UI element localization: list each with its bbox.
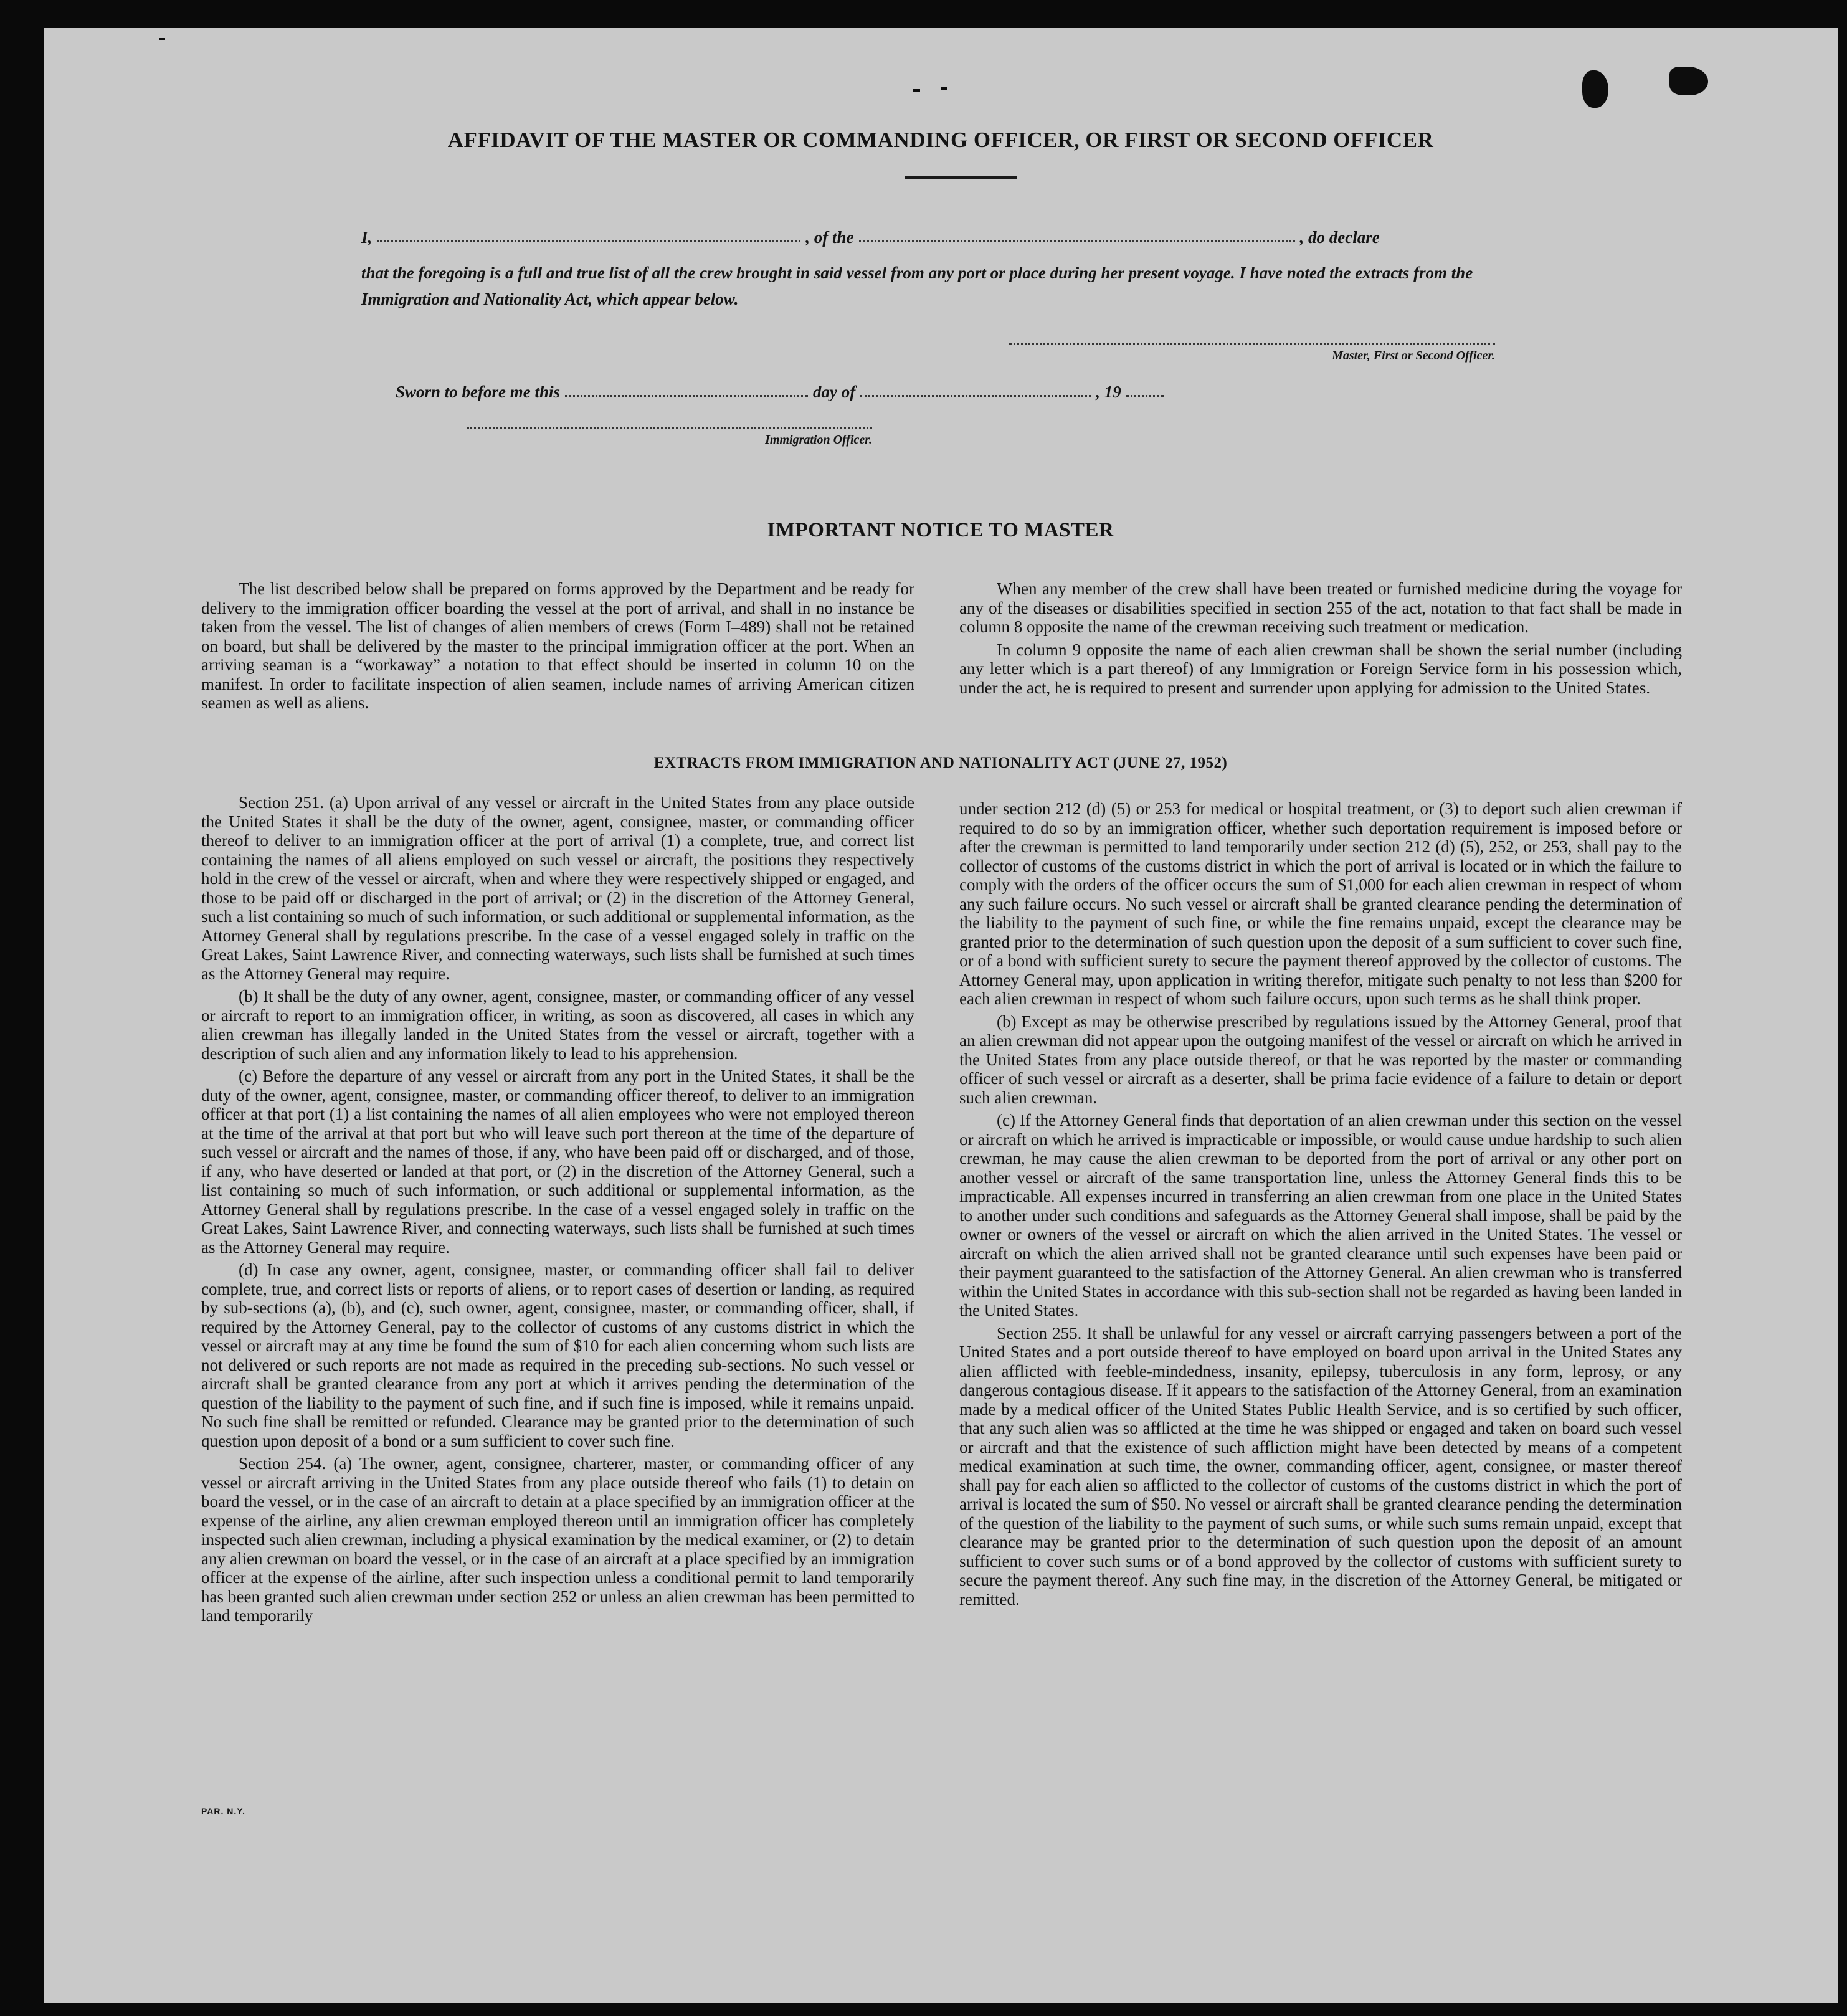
punch-mark-right	[1669, 67, 1708, 95]
declarant-name-field[interactable]	[377, 240, 800, 242]
sworn-month-field[interactable]	[860, 394, 1091, 397]
immigration-officer-signature-field[interactable]	[467, 427, 872, 429]
sworn-prefix: Sworn to before me this	[396, 383, 561, 401]
section-254-a: Section 254. (a) The owner, agent, consignee, charterer, master, or commanding officer of any vessel or aircraft arriving in the United States from any place outside thereof who fails (1) to detain on board the vessel, or in the case of an aircraft to detain at a place specified by an immigration officer at the expense of the airline, any alien crewman employed thereon until an immigration officer has completely inspected such alien crewman, including a physical examination by the medical examiner, or (2) to detain any alien crewman on board the vessel, or in the case of an aircraft at a place specified by an immigration officer at the expense of the airline, after such inspection unless a conditional permit to land temporarily has been granted such alien crewman under section 252 or unless an alien crewman has been permitted to land temporarily	[201, 1454, 914, 1625]
notice-left-column	[201, 579, 914, 716]
scan-speck	[913, 89, 920, 92]
scan-speck	[159, 38, 165, 40]
sworn-line	[396, 371, 1280, 402]
extracts-left-column	[201, 793, 914, 1629]
sworn-day-field[interactable]	[565, 394, 808, 397]
section-251-b: (b) It shall be the duty of any owner, agent, consignee, master, or commanding officer of any vessel or aircraft to report to an immigration officer, in writing, as soon as discovered, all cases in which any alien crewman has illegally landed in the United States from the vessel or aircraft, together with a description of such alien and any information likely to lead to his apprehension.	[201, 987, 914, 1063]
notice-paragraph: In column 9 opposite the name of each alien crewman shall be shown the serial number (including any letter which is a part thereof) of any Immigration or Foreign Service form in his possession which, under the act, he is required to present and surrender upon applying for admission to the United States.	[959, 640, 1682, 697]
notice-right-column	[959, 579, 1682, 701]
extracts-right-column	[959, 799, 1682, 1612]
declare-suffix: , do declare	[1299, 228, 1380, 247]
affidavit-title: AFFIDAVIT OF THE MASTER OR COMMANDING OFFICER, OR FIRST OR SECOND OFFICER	[447, 128, 1434, 152]
sworn-day-label: day of	[813, 383, 856, 401]
immigration-officer-label: Immigration Officer.	[765, 433, 872, 447]
section-254-b: (b) Except as may be otherwise prescribed by regulations issued by the Attorney General, proof that an alien crewman did not appear upon the outgoing manifest of the vessel or aircraft on which he arrived in the United States from any place outside thereof, or that he was reported by the master or commanding officer of such vessel or aircraft as a deserter, shall be prima facie evidence of a failure to detain or deport such alien crewman.	[959, 1012, 1682, 1107]
notice-title: IMPORTANT NOTICE TO MASTER	[767, 519, 1114, 541]
vessel-name-field[interactable]	[859, 240, 1295, 242]
extracts-heading: EXTRACTS FROM IMMIGRATION AND NATIONALITY ACT (JUNE 27, 1952)	[653, 754, 1228, 771]
notice-paragraph: The list described below shall be prepared on forms approved by the Department and be ready for delivery to the immigration officer boarding the vessel at the port of arrival, and shall in no instance be taken from the vessel. The list of changes of alien members of crews (Form I–489) shall not be retained on board, but shall be delivered by the master to the principal immigration officer at the port. When an arriving seaman is a “workaway” a notation to that effect should be inserted in column 10 on the manifest. In order to facilitate inspection of alien seamen, include names of arriving American citizen seamen as well as aliens.	[201, 579, 914, 712]
punch-mark-left	[1582, 70, 1608, 108]
print-code: PAR. N.Y.	[201, 1806, 245, 1816]
sworn-year-field[interactable]	[1126, 394, 1164, 397]
title-rule	[905, 176, 1017, 179]
section-251-a: Section 251. (a) Upon arrival of any vessel or aircraft in the United States from any place outside the United States it shall be the duty of the owner, agent, consignee, master, or commanding officer thereof to deliver to an immigration officer at the port of arrival (1) a complete, true, and correct list containing the names of all aliens employed on such vessel or aircraft, the positions they respectively hold in the crew of the vessel or aircraft, when and where they were respectively shipped or engaged, and those to be paid off or discharged in the port of arrival; or (2) in the discretion of the Attorney General, such a list containing so much of such information, or such additional or supplemental information, as the Attorney General shall by regulations prescribe. In the case of a vessel engaged solely in traffic on the Great Lakes, Saint Lawrence River, and connecting waterways, such lists shall be furnished at such times as the Attorney General may require.	[201, 793, 914, 983]
section-254-a-continued: under section 212 (d) (5) or 253 for medical or hospital treatment, or (3) to deport such alien crewman if required to do so by an immigration officer, whether such deportation requirement is imposed before or after the crewman is permitted to land temporarily under section 212 (d) (5), 252, or 253, shall pay to the collector of customs of the customs district in which the port of arrival is located or in which the failure to comply with the orders of the officer occurs the sum of $1,000 for each alien crewman in respect of whom any such failure occurs. No such vessel or aircraft shall be granted clearance pending the determination of the liability to the payment of such fine, or while the fine remains unpaid, except the clearance may be granted prior to the determination of such question upon the deposit of a sum sufficient to cover such fine, or of a bond with sufficient surety to secure the payment thereof approved by the collector of customs. The Attorney General may, upon application in writing therefor, mitigate such penalty to not less than $200 for each alien crewman in respect of whom such failure occurs, upon such terms as he shall think proper.	[959, 799, 1682, 1008]
master-signature-label: Master, First or Second Officer.	[1332, 349, 1495, 363]
sworn-year-label: , 19	[1096, 383, 1121, 401]
master-signature-field[interactable]	[1009, 343, 1495, 345]
declarant-prefix: I,	[361, 228, 373, 247]
vessel-label: , of the	[805, 228, 854, 247]
declaration-text: that the foregoing is a full and true list of all the crew brought in said vessel from any port or place during her present voyage. I have noted the extracts from the Immigration and Nationality Act, which appear below.	[361, 264, 1473, 308]
section-251-d: (d) In case any owner, agent, consignee, master, or commanding officer shall fail to deliver complete, true, and correct lists or reports of aliens, or to report cases of desertion or landing, as required by sub-sections (a), (b), and (c), such owner, agent, consignee, master, or commanding officer, shall, if required by the Attorney General, pay to the collector of customs of any customs district in which the vessel or aircraft may at any time be found the sum of $10 for each alien concerning whom such lists are not delivered or such reports are not made as required in the preceding sub-sections. No such vessel or aircraft shall be granted clearance from any port at which it arrives pending the determination of the question of the liability to the payment of such fine, and if such fine is imposed, while it remains unpaid. No such fine shall be remitted or refunded. Clearance may be granted prior to the determination of such question upon deposit of a bond or a sum sufficient to cover such fine.	[201, 1260, 914, 1450]
form-page	[44, 28, 1838, 2003]
section-251-c: (c) Before the departure of any vessel or aircraft from any port in the United States, it shall be the duty of the owner, agent, consignee, master, or commanding officer thereof, to deliver to an immigration officer at that port (1) a list containing the names of all alien employees who were not employed thereon at the time of the arrival at that port but who will leave such port thereon at the time of the departure of such vessel or aircraft and the names of those, if any, who have been paid off or discharged, and of those, if any, who have deserted or landed at that port, or (2) in the discretion of the Attorney General, such a list containing so much of such information, or such additional or supplemental information, as the Attorney General shall by regulations prescribe. In the case of a vessel engaged solely in traffic on the Great Lakes, Saint Lawrence River, and connecting waterways, such lists shall be furnished at such times as the Attorney General may require.	[201, 1067, 914, 1257]
section-255: Section 255. It shall be unlawful for any vessel or aircraft carrying passengers between a port of the United States and a port outside thereof to have employed on board upon arrival in the United States any alien afflicted with feeble-mindedness, insanity, epilepsy, tuberculosis in any form, leprosy, or any dangerous contagious disease. If it appears to the satisfaction of the Attorney General, from an examination made by a medical officer of the United States Public Health Service, and is so certified by such officer, that any such alien was so afflicted at the time he was shipped or engaged and taken on board such vessel or aircraft and that the existence of such affliction might have been detected by means of a competent medical examination at such time, the owner, commanding officer, agent, consignee, or master thereof shall pay for each alien so afflicted to the collector of customs of the customs district in which the port of arrival is located the sum of $50. No vessel or aircraft shall be granted clearance pending the determination of the question of the liability to the payment of such sums, or while such sums remain unpaid, except that clearance may be granted prior to the determination of such question upon the deposit of an amount sufficient to cover such sums or of a bond approved by the collector of customs with sufficient surety to secure the payment thereof. Any such fine may, in the discretion of the Attorney General, be mitigated or remitted.	[959, 1323, 1682, 1609]
declaration-line	[361, 215, 1545, 247]
scan-speck	[941, 87, 947, 90]
notice-paragraph: When any member of the crew shall have been treated or furnished medicine during the voyage for any of the diseases or disabilities specified in section 255 of the act, notation to that fact shall be made in column 8 opposite the name of the crewman receiving such treatment or medication.	[959, 579, 1682, 636]
section-254-c: (c) If the Attorney General finds that deportation of an alien crewman under this section on the vessel or aircraft on which he arrived is impracticable or impossible, or would cause undue hardship to such alien crewman, he may cause the alien crewman to be deported from the port of arrival or any other port on another vessel or aircraft of the same transportation line, unless the Attorney General finds this to be impracticable. All expenses incurred in transferring an alien crewman from one place in the United States to another under such conditions and safeguards as the Attorney General shall impose, shall be paid by the owner or owners of the vessel or aircraft on which the alien arrived in the United States. The vessel or aircraft on which the alien arrived shall not be granted clearance until such expenses have been paid or their payment guaranteed to the satisfaction of the Attorney General. An alien crewman who is transferred within the United States in accordance with this sub-section shall not be regarded as having been landed in the United States.	[959, 1111, 1682, 1319]
